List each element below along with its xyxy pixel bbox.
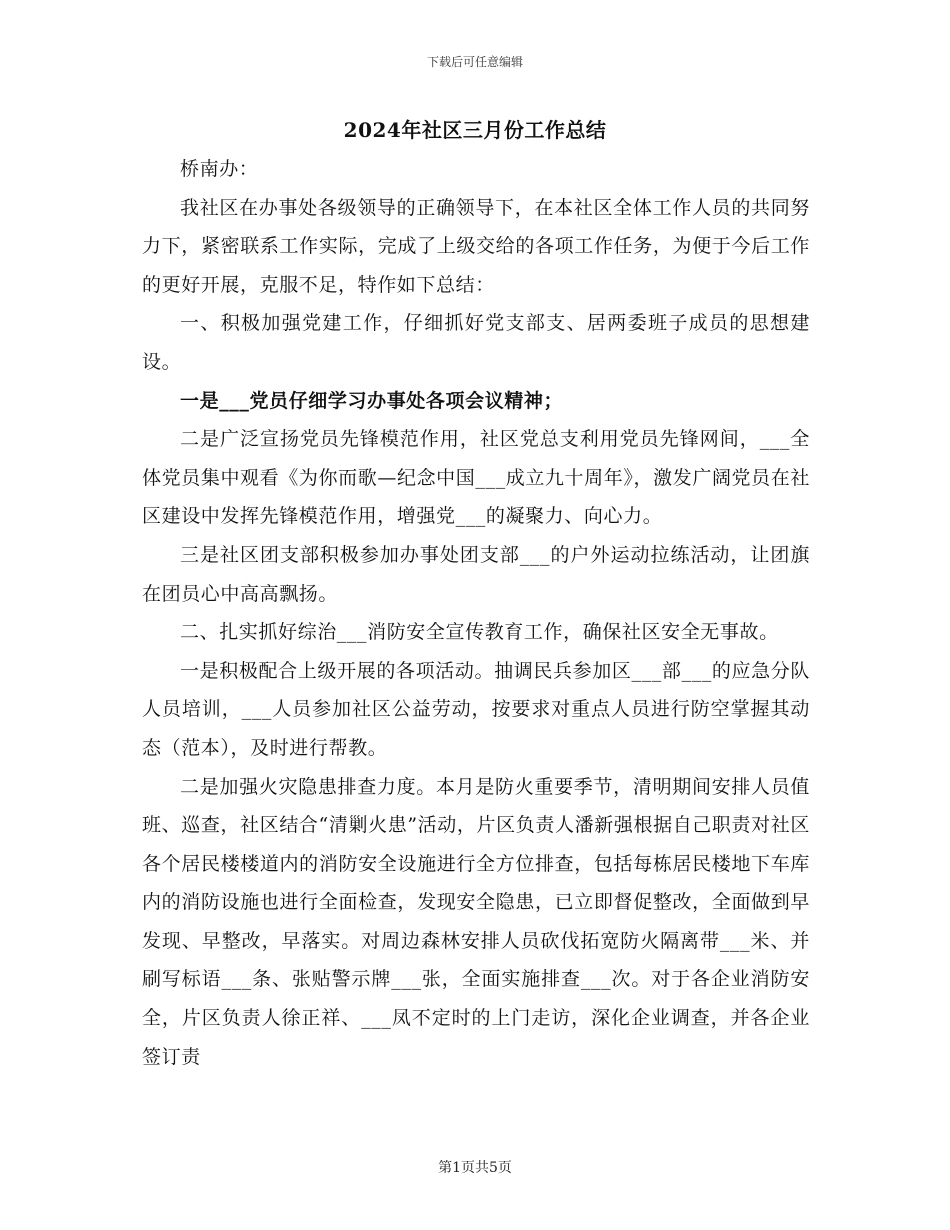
- item-paragraph-2: 二是广泛宣扬党员先锋模范作用，社区党总支利用党员先锋网间，___全体党员集中观看《为你而歌—纪念中国___成立九十周年》，激发广阔党员在社区建设中发挥先锋模范作用，增强党___的凝聚力、向心力。: [142, 428, 810, 528]
- header-note: 下载后可任意编辑: [426, 55, 523, 69]
- section-heading-1: 一、积极加强党建工作，仔细抓好党支部支、居两委班子成员的思想建设。: [142, 312, 810, 373]
- item-paragraph-3: 三是社区团支部积极参加办事处团支部___的户外运动拉练活动，让团旗在团员心中高高飘扬。: [142, 543, 810, 605]
- document-title: 2024年社区三月份工作总结: [343, 118, 607, 142]
- bold-item-paragraph: 一是___党员仔细学习办事处各项会议精神；: [180, 389, 564, 412]
- document-body: [142, 150, 810, 1076]
- intro-paragraph: 我社区在办事处各级领导的正确领导下，在本社区全体工作人员的共同努力下，紧密联系工作实际，完成了上级交给的各项工作任务，为便于今后工作的更好开展，克服不足，特作如下总结：: [142, 196, 810, 296]
- page-number-footer: 第1页共5页: [438, 1160, 512, 1176]
- section-heading-2: 二、扎实抓好综治___消防安全宣传教育工作，确保社区安全无事故。: [180, 621, 779, 644]
- salutation-paragraph: 桥南办：: [180, 158, 259, 180]
- item-paragraph-4: 一是积极配合上级开展的各项活动。抽调民兵参加区___部___的应急分队人员培训，___人员参加社区公益劳动，按要求对重点人员进行防空掌握其动态（范本），及时进行帮教。: [142, 659, 810, 759]
- item-paragraph-5: 二是加强火灾隐患排查力度。本月是防火重要季节，清明期间安排人员值班、巡查，社区结合“清剿火患”活动，片区负责人潘新强根据自己职责对社区各个居民楼楼道内的消防安全设施进行全方位排查，包括每栋居民楼地下车库内的消防设施也进行全面检查，发现安全隐患，已立即督促整改，全面做到早发现、早整改，早落实。对周边森林安排人员砍伐拓宽防火隔离带___米、并刷写标语___条、张贴警示牌___张，全面实施排查___次。对于各企业消防安全，片区负责人徐正祥、___凤不定时的上门走访，深化企业调查，并各企业签订责: [142, 775, 810, 1068]
